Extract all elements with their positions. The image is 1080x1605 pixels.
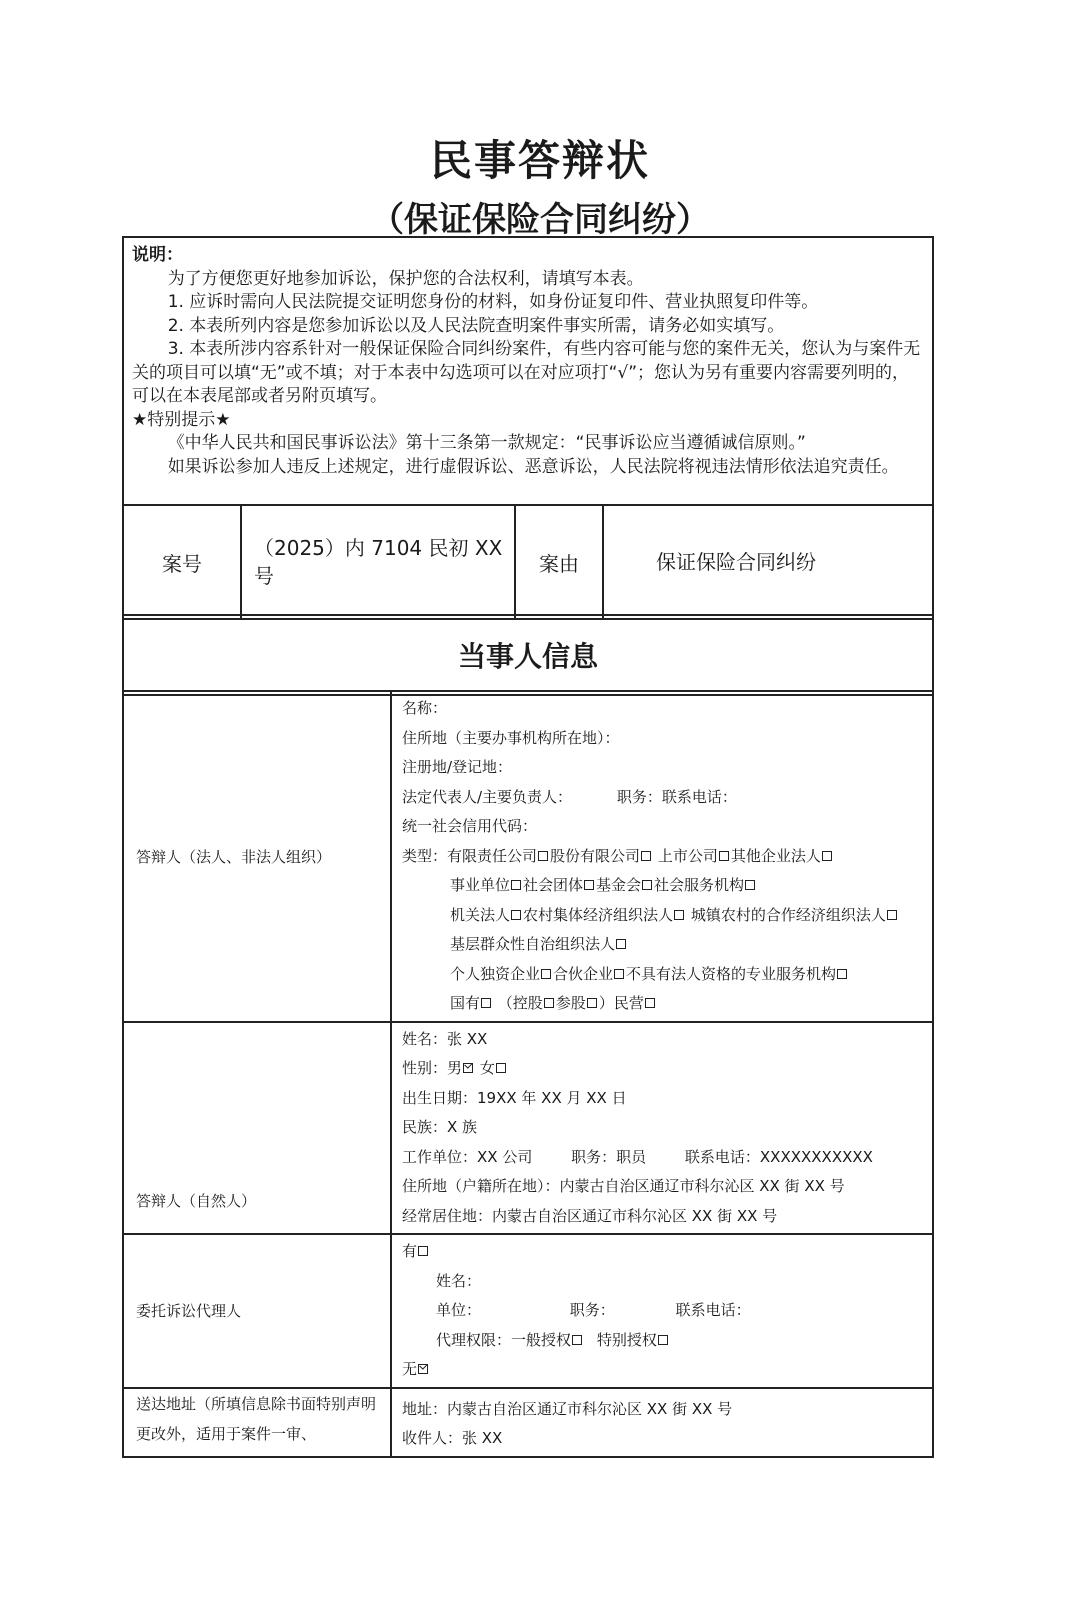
gender-female: 女 <box>479 1059 495 1077</box>
document-title: 民事答辩状 <box>429 136 650 185</box>
checkbox-icon[interactable] <box>616 939 626 949</box>
checkbox-icon[interactable] <box>481 998 491 1008</box>
parties-table <box>122 690 934 1458</box>
org-position-phone-field: 职务：联系电话： <box>616 787 737 806</box>
checkbox-icon[interactable] <box>642 880 652 890</box>
checkbox-icon[interactable] <box>887 910 897 920</box>
person-position-field: 职务：职员 <box>571 1147 647 1166</box>
person-work-row <box>402 1143 932 1173</box>
case-info-table <box>122 504 934 620</box>
checkbox-icon[interactable] <box>658 1335 668 1345</box>
agent-authority-row <box>402 1326 932 1356</box>
org-type-option: 农村集体经济组织法人 <box>523 905 674 924</box>
ownership-share: 参股 <box>555 994 586 1012</box>
org-ownership-row <box>402 989 932 1019</box>
service-address-row <box>123 1388 933 1457</box>
gender-label: 性别： <box>402 1059 448 1077</box>
org-type-option: 个人独资企业 <box>450 964 541 983</box>
checkbox-icon[interactable] <box>837 969 847 979</box>
checkbox-icon[interactable] <box>496 1063 506 1073</box>
instructions-item-2: 2. 本表所列内容是您参加诉讼以及人民法院查明案件事实所需，请务必如实填写。 <box>167 315 785 336</box>
person-ethnicity-field: 民族：X 族 <box>402 1118 478 1136</box>
service-address-details <box>391 1388 933 1457</box>
org-type-row-3 <box>402 901 932 931</box>
person-phone-field: 联系电话：XXXXXXXXXXX <box>684 1147 873 1166</box>
ownership-holding: （控股 <box>497 994 543 1012</box>
instructions-box <box>122 236 934 506</box>
checkbox-icon[interactable] <box>544 998 554 1008</box>
org-type-option: 合伙企业 <box>553 964 614 983</box>
org-type-row-4 <box>402 930 932 960</box>
checkbox-icon[interactable] <box>511 910 521 920</box>
checkbox-icon[interactable] <box>572 1335 582 1345</box>
checkbox-icon[interactable] <box>587 998 597 1008</box>
checkbox-icon[interactable] <box>418 1246 428 1256</box>
checkbox-icon[interactable] <box>538 851 548 861</box>
respondent-person-label: 答辩人（自然人） <box>123 1022 391 1235</box>
warning-text: 如果诉讼参加人违反上述规定，进行虚假诉讼、恶意诉讼，人民法院将视违法情形依法追究责任。 <box>167 456 899 477</box>
org-name-field: 名称： <box>402 699 448 717</box>
agent-row <box>123 1234 933 1388</box>
org-type-option: 基层群众性自治组织法人 <box>450 935 616 953</box>
person-residence-field: 经常居住地：内蒙古自治区通辽市科尔沁区 XX 街 XX 号 <box>402 1206 778 1225</box>
org-type-option: 社会团体 <box>523 876 584 894</box>
agent-phone-field: 联系电话： <box>675 1301 751 1319</box>
agent-special-option: 特别授权 <box>596 1330 657 1349</box>
agent-general-option: 一般授权 <box>511 1330 572 1349</box>
org-type-row-1 <box>402 842 932 872</box>
org-type-option: 其他企业法人 <box>730 846 821 865</box>
org-type-option: 不具有法人资格的专业服务机构 <box>626 964 837 983</box>
respondent-org-row <box>123 691 933 1022</box>
org-type-option: 事业单位 <box>450 876 511 894</box>
document-subtitle: （保证保险合同纠纷） <box>370 200 710 240</box>
org-legal-rep-row <box>402 783 932 813</box>
agent-authority-label: 代理权限： <box>436 1330 512 1349</box>
checkbox-icon[interactable] <box>541 969 551 979</box>
checkbox-checked-icon[interactable] <box>463 1063 473 1073</box>
org-type-option: 上市公司 <box>657 846 718 865</box>
checkbox-icon[interactable] <box>822 851 832 861</box>
person-employer-field: 工作单位：XX 公司 <box>402 1147 533 1166</box>
ownership-paren: ） <box>598 994 614 1012</box>
checkbox-icon[interactable] <box>645 998 655 1008</box>
person-birth-field: 出生日期：19XX 年 XX 月 XX 日 <box>402 1088 627 1107</box>
ownership-private: 民营 <box>613 994 644 1012</box>
checkbox-icon[interactable] <box>641 851 651 861</box>
org-type-option: 有限责任公司 <box>447 846 538 865</box>
org-type-row-5 <box>402 960 932 990</box>
checkbox-icon[interactable] <box>511 880 521 890</box>
agent-details <box>391 1234 933 1388</box>
checkbox-icon[interactable] <box>745 880 755 890</box>
agent-name-field: 姓名： <box>436 1271 482 1290</box>
parties-section-header <box>122 614 934 696</box>
org-type-option: 股份有限公司 <box>550 846 641 865</box>
org-credit-code-field: 统一社会信用代码： <box>402 817 538 835</box>
instructions-heading: 说明： <box>132 245 183 265</box>
law-quote: 《中华人民共和国民事诉讼法》第十三条第一款规定：“民事诉讼应当遵循诚信原则。” <box>167 433 806 453</box>
agent-has-option: 有 <box>402 1242 418 1260</box>
respondent-person-row <box>123 1022 933 1235</box>
org-type-row-2 <box>402 871 932 901</box>
instructions-item-1: 1. 应诉时需向人民法院提交证明您身份的材料，如身份证复印件、营业执照复印件等。 <box>167 292 819 312</box>
instructions-intro: 为了方便您更好地参加诉讼，保护您的合法权利，请填写本表。 <box>167 268 644 289</box>
ownership-state: 国有 <box>450 994 481 1012</box>
org-type-option: 机关法人 <box>450 905 511 924</box>
respondent-org-details <box>391 691 933 1022</box>
agent-has-row <box>402 1237 932 1267</box>
checkbox-checked-icon[interactable] <box>418 1364 428 1374</box>
agent-label: 委托诉讼代理人 <box>123 1234 391 1388</box>
checkbox-icon[interactable] <box>614 969 624 979</box>
person-domicile-field: 住所地（户籍所在地）：内蒙古自治区通辽市科尔沁区 XX 街 XX 号 <box>402 1177 845 1195</box>
agent-unit-row <box>402 1296 932 1326</box>
case-number-label: 案号 <box>123 505 241 619</box>
org-type-option: 基金会 <box>596 876 642 894</box>
org-type-option: 城镇农村的合作经济组织法人 <box>690 905 886 924</box>
checkbox-icon[interactable] <box>674 910 684 920</box>
service-recipient-field: 收件人：张 XX <box>402 1429 503 1447</box>
org-address-field: 住所地（主要办事机构所在地）： <box>402 728 620 747</box>
agent-none-row <box>402 1355 932 1385</box>
person-name-field: 姓名：张 XX <box>402 1029 488 1048</box>
checkbox-icon[interactable] <box>584 880 594 890</box>
respondent-person-details <box>391 1022 933 1235</box>
gender-male: 男 <box>447 1059 463 1077</box>
parties-section-title: 当事人信息 <box>123 615 933 695</box>
case-number-value: （2025）内 7104 民初 XX 号 <box>241 505 515 619</box>
agent-unit-field: 单位： <box>436 1301 482 1319</box>
case-cause-label: 案由 <box>515 505 603 619</box>
respondent-org-label: 答辩人（法人、非法人组织） <box>123 691 391 1022</box>
agent-position-field: 职务： <box>569 1301 615 1319</box>
org-type-label: 类型： <box>402 846 448 865</box>
service-address-label: 送达地址（所填信息除书面特别声明更改外，适用于案件一审、 <box>123 1388 391 1457</box>
org-registered-field: 注册地/登记地： <box>402 758 513 776</box>
agent-none-option: 无 <box>402 1360 418 1378</box>
person-gender-row <box>402 1054 932 1084</box>
checkbox-icon[interactable] <box>719 851 729 861</box>
org-legal-rep-field: 法定代表人/主要负责人： <box>402 787 573 806</box>
instructions-item-3: 3. 本表所涉内容系针对一般保证保险合同纠纷案件，有些内容可能与您的案件无关，您认为与案件无关的项目可以填“无”或不填；对于本表中勾选项可以在对应项打“√”；您认为另有重要内容需要列明的，可以在本表尾部或者另附页填写。 <box>132 339 921 406</box>
org-type-option: 社会服务机构 <box>654 876 745 894</box>
case-cause-value: 保证保险合同纠纷 <box>603 505 933 619</box>
special-notice-heading: ★特别提示★ <box>132 409 231 430</box>
service-address-field: 地址：内蒙古自治区通辽市科尔沁区 XX 街 XX 号 <box>402 1399 733 1418</box>
